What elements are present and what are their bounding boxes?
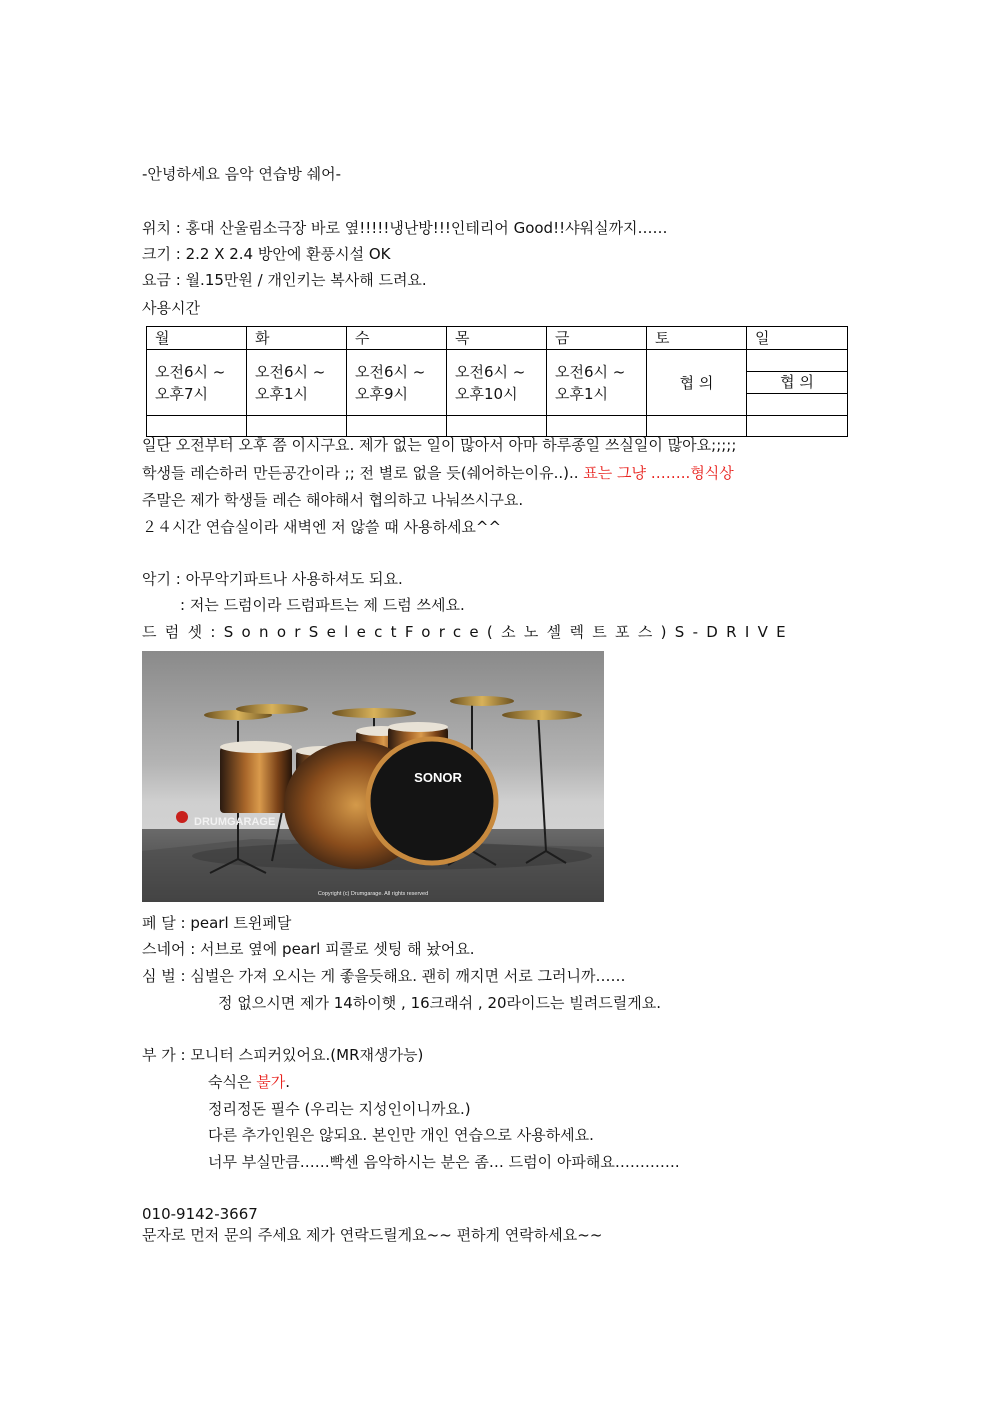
time-to: 오후10시 [455, 384, 518, 403]
extra-line-1: 부 가 : 모니터 스피커있어요.(MR재생가능) [142, 1046, 424, 1064]
sonor-logo: SONOR [414, 770, 462, 785]
time-to: 오후1시 [555, 384, 609, 403]
time-from: 오전6시 ~ [255, 362, 326, 381]
schedule-table [146, 326, 848, 437]
location-text: 위치 : 홍대 산울림소극장 바로 옆!!!!!냉난방!!!인테리어 Good!!샤워실까지…… [142, 219, 668, 237]
day-wed: 수 [347, 327, 447, 350]
time-to: 오후9시 [355, 384, 409, 403]
extra-line-2-text: 숙식은 [208, 1073, 257, 1091]
notes-line-2-text: 학생들 레슨하러 만든공간이라 ;; 전 별로 없을 듯(쉐어하는이유..).. [142, 464, 584, 482]
day-thu: 목 [447, 327, 547, 350]
contact-phone: 010-9142-3667 [142, 1205, 258, 1223]
notes-line-3: 주말은 제가 학생들 레슨 해야해서 협의하고 나눠쓰시구요. [142, 491, 524, 509]
time-fri [547, 350, 647, 416]
day-sat: 토 [647, 327, 747, 350]
time-to: 오후7시 [155, 384, 209, 403]
pedal-text: 페 달 : pearl 트윈페달 [142, 914, 292, 932]
instruments-line-2: : 저는 드럼이라 드럼파트는 제 드럼 쓰세요. [180, 596, 465, 614]
sun-sub-bottom [747, 394, 847, 415]
empty-cell [747, 416, 848, 437]
time-to: 오후1시 [255, 384, 309, 403]
notes-line-4: ２４시간 연습실이라 새벽엔 저 않쓸 때 사용하세요^^ [142, 518, 502, 536]
time-from: 오전6시 ~ [455, 362, 526, 381]
schedule-title: 사용시간 [142, 299, 200, 317]
schedule-header-row [147, 327, 848, 350]
day-mon: 월 [147, 327, 247, 350]
day-tue: 화 [247, 327, 347, 350]
sun-sub-mid: 협 의 [747, 372, 847, 394]
time-sun [747, 350, 848, 416]
contact-message: 문자로 먼저 문의 주세요 제가 연락드릴게요~~ 편하게 연락하세요~~ [142, 1226, 603, 1244]
time-from: 오전6시 ~ [555, 362, 626, 381]
time-from: 오전6시 ~ [355, 362, 426, 381]
time-from: 오전6시 ~ [155, 362, 226, 381]
extra-line-5: 너무 부실만큼……빡센 음악하시는 분은 좀… 드럼이 아파해요…………. [208, 1153, 680, 1171]
extra-line-4: 다른 추가인원은 않되요. 본인만 개인 연습으로 사용하세요. [208, 1126, 594, 1144]
drumset-photo [142, 651, 604, 902]
notes-line-1: 일단 오전부터 오후 쯤 이시구요. 제가 없는 일이 많아서 아마 하루종일 쓰실일이 많아요;;;;; [142, 436, 737, 454]
time-wed [347, 350, 447, 416]
fee-text: 요금 : 월.15만원 / 개인키는 복사해 드려요. [142, 271, 427, 289]
sun-sub-top [747, 350, 847, 372]
extra-line-3: 정리정돈 필수 (우리는 지성인이니까요.) [208, 1100, 471, 1118]
extra-line-2-end: . [285, 1073, 291, 1091]
drumset-text: 드럼셋:SonorSelectForce(소노셀렉트포스)S-DRIVE [142, 623, 794, 641]
cymbal-text-1: 심 벌 : 심벌은 가져 오시는 게 좋을듯해요. 괜히 깨지면 서로 그러니까…… [142, 967, 626, 985]
extra-highlight: 불가 [256, 1073, 286, 1091]
time-mon [147, 350, 247, 416]
time-sat: 협 의 [647, 350, 747, 416]
day-sun: 일 [747, 327, 848, 350]
page-heading: -안녕하세요 음악 연습방 쉐어- [142, 165, 342, 183]
cymbal-text-2: 정 없으시면 제가 14하이햇 , 16크래쉬 , 20라이드는 빌려드릴게요. [218, 994, 661, 1012]
notes-highlight: 표는 그냥 ……..형식상 [583, 464, 734, 482]
extra-line-2 [208, 1071, 290, 1093]
notes-line-2 [142, 462, 734, 484]
snare-text: 스네어 : 서브로 옆에 pearl 피콜로 셋팅 해 놨어요. [142, 940, 475, 958]
schedule-time-row [147, 350, 848, 416]
time-tue [247, 350, 347, 416]
size-text: 크기 : 2.2 X 2.4 방안에 환풍시설 OK [142, 245, 391, 263]
instruments-line-1: 악기 : 아무악기파트나 사용하셔도 되요. [142, 570, 403, 588]
time-thu [447, 350, 547, 416]
photo-copyright: Copyright (c) Drumgarage. All rights reserved [317, 891, 429, 897]
drumgarage-watermark: DRUMGARAGE [194, 816, 276, 828]
day-fri: 금 [547, 327, 647, 350]
